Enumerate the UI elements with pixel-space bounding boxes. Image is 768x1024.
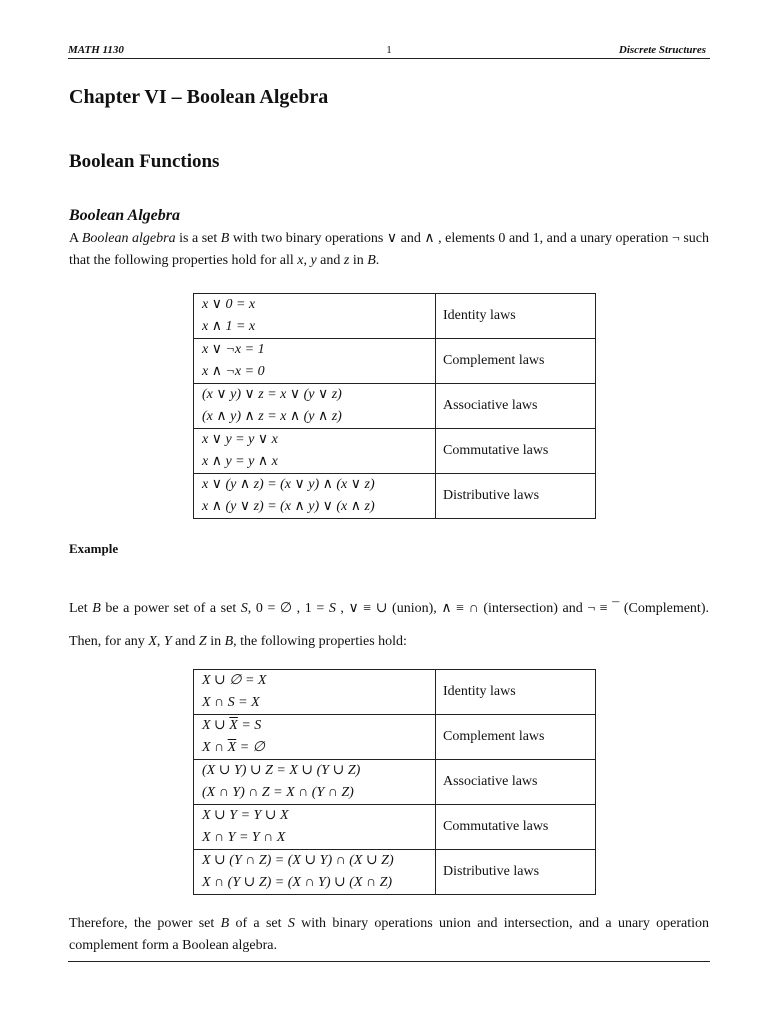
law-name: Identity laws: [436, 294, 596, 339]
law-name: Complement laws: [436, 339, 596, 384]
law-name: Associative laws: [436, 384, 596, 429]
table-row: [194, 474, 596, 519]
law-name: Identity laws: [436, 670, 596, 715]
table-row: [194, 339, 596, 384]
complement-x: $\overline{X}$: [227, 740, 237, 755]
example-paragraph: Let B be a power set of a set S, 0 = ∅ , 1 = S , ∨ ≡ ∪ (union), ∧ ≡ ∩ (intersection) and ¬ ≡ ¯ (Complement). Then, for any X, Y and Z in B, the following properties hold:: [69, 601, 709, 649]
law-name: Distributive laws: [436, 474, 596, 519]
law-name: Distributive laws: [436, 850, 596, 895]
course-code: MATH 1130: [68, 44, 124, 56]
law-equations: x ∨ y = y ∨ x x ∧ y = y ∧ x: [194, 429, 436, 474]
set-laws-table: [193, 669, 596, 895]
definition-paragraph: A Boolean algebra is a set B with two binary operations ∨ and ∧ , elements 0 and 1, and a unary operation ¬ such that the following properties hold for all x, y and z in B.: [69, 231, 709, 268]
course-title: Discrete Structures: [618, 44, 706, 56]
table-row: [194, 670, 596, 715]
page-header: [68, 42, 710, 59]
example-label: Example: [69, 541, 119, 556]
law-equations: (x ∨ y) ∨ z = x ∨ (y ∨ z) (x ∧ y) ∧ z = x ∧ (y ∧ z): [194, 384, 436, 429]
page-number: 1: [386, 44, 392, 56]
chapter-title: Chapter VI – Boolean Algebra: [69, 86, 329, 108]
law-equations: X ∪ $\overline{X} = S$ X ∩ $\overline{X}$ = ∅: [194, 715, 436, 760]
law-name: Commutative laws: [436, 429, 596, 474]
law-equations: (X ∪ Y) ∪ Z = X ∪ (Y ∪ Z) (X ∩ Y) ∩ Z = X ∩ (Y ∩ Z): [194, 760, 436, 805]
table-row: [194, 715, 596, 760]
table-row: [194, 294, 596, 339]
table-row: [194, 850, 596, 895]
boolean-laws-table: [193, 293, 596, 519]
law-equations: X ∪ Y = Y ∪ X X ∩ Y = Y ∩ X: [194, 805, 436, 850]
table-row: [194, 760, 596, 805]
table-row: [194, 384, 596, 429]
subsection-title: Boolean Algebra: [69, 207, 180, 224]
law-equations: x ∨ ¬x = 1 x ∧ ¬x = 0: [194, 339, 436, 384]
law-equations: x ∨ 0 = x x ∧ 1 = x: [194, 294, 436, 339]
law-equations: X ∪ ∅ = X X ∩ S = X: [194, 670, 436, 715]
law-equations: x ∨ (y ∧ z) = (x ∨ y) ∧ (x ∨ z) x ∧ (y ∨ z) = (x ∧ y) ∨ (x ∧ z): [194, 474, 436, 519]
law-name: Complement laws: [436, 715, 596, 760]
complement-x: $\overline{X}$: [229, 718, 238, 733]
table-row: [194, 805, 596, 850]
section-title: Boolean Functions: [69, 151, 220, 172]
conclusion-paragraph: Therefore, the power set B of a set S with binary operations union and intersection, and a unary operation complement form a Boolean algebra.: [69, 916, 710, 953]
table-row: [194, 429, 596, 474]
law-equations: X ∪ (Y ∩ Z) = (X ∪ Y) ∩ (X ∪ Z) X ∩ (Y ∪ Z) = (X ∩ Y) ∪ (X ∩ Z): [194, 850, 436, 895]
law-name: Commutative laws: [436, 805, 596, 850]
footer-divider: [68, 961, 710, 962]
law-name: Associative laws: [436, 760, 596, 805]
